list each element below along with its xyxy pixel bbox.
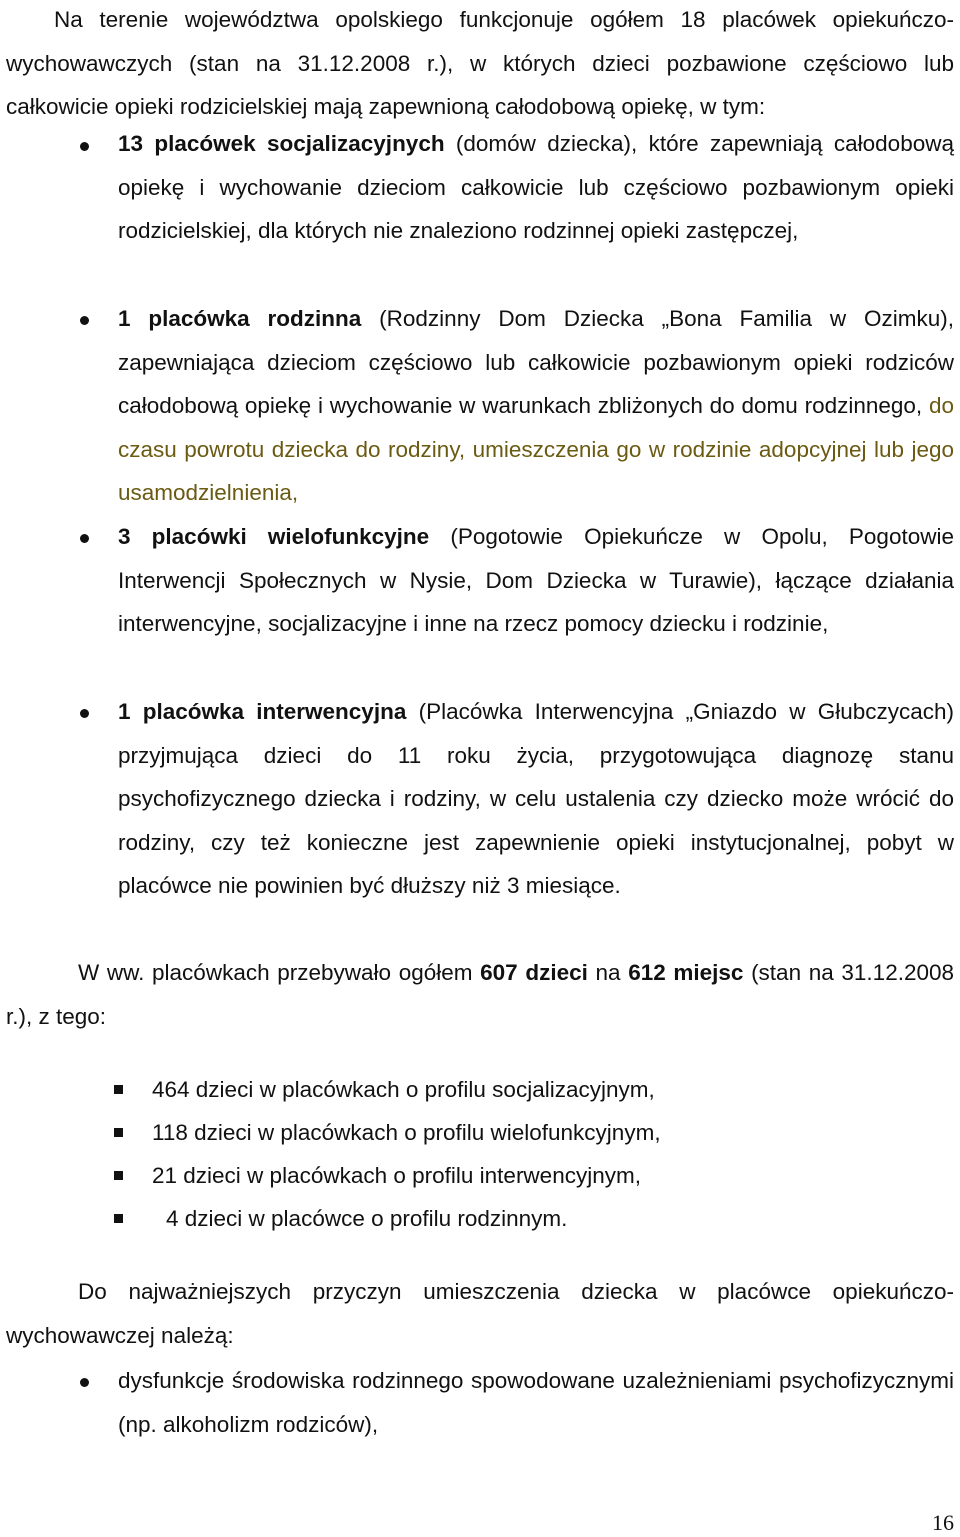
facility-description: (Placówka Interwencyjna „Gniazdo w Głubczycach) przyjmująca dzieci do 11 roku życia, przygotowująca diagnozę stanu psychofizycznego dziecka i rodziny, w celu ustalenia czy dziecko może wrócić do rodziny, czy też konieczne jest zapewnienie opieki instytucjonalnej, pobyt w placówce nie powinien być dłuższy niż 3 miesiące. (118, 699, 954, 899)
stats-text: W ww. placówkach przebywało ogółem (78, 960, 481, 985)
bullet-dot (80, 1378, 89, 1387)
facility-description: (Pogotowie Opiekuńcze w Opolu, Pogotowie Interwencji Społecznych w Nysie, Dom Dziecka w Turawie), łączące działania interwencyjne, socjalizacyjne i inne na rzecz pomocy dziecku i rodzinie, (118, 524, 954, 637)
children-count: 607 dzieci (480, 960, 588, 985)
bullet-square (114, 1085, 123, 1094)
facility-highlight: do czasu powrotu dziecka do rodziny, umieszczenia go w rodzinie adopcyjnej lub jego usamodzielnienia, (118, 393, 954, 506)
stats-text: (stan na 31.12.2008 r.), z tego: (6, 960, 955, 1029)
bullet-square (114, 1214, 123, 1223)
facility-name: 13 placówek socjalizacyjnych (118, 131, 445, 156)
breakdown-item: 118 dzieci w placówkach o profilu wielofunkcyjnym, (152, 1120, 661, 1145)
bullet-square (114, 1128, 123, 1137)
facility-item (118, 690, 954, 908)
stats-text: na (587, 960, 629, 985)
bullet-square (114, 1171, 123, 1180)
facility-name: 1 placówka rodzinna (118, 306, 362, 331)
facility-name: 3 placówki wielofunkcyjne (118, 524, 430, 549)
facility-description: (Rodzinny Dom Dziecka „Bona Familia w Ozimku), zapewniająca dzieciom częściowo lub całkowicie pozbawionym opieki rodziców całodobową opiekę i wychowanie w warunkach zbliżonych do domu rodzinnego, (118, 306, 954, 419)
facility-item (118, 515, 954, 646)
facility-item (118, 122, 954, 253)
bullet-dot (80, 534, 89, 543)
bullet-dot (80, 709, 89, 718)
causes-intro: Do najważniejszych przyczyn umieszczenia dziecka w placówce opiekuńczo-wychowawczej należą: (6, 1279, 954, 1348)
cause-item: dysfunkcje środowiska rodzinnego spowodowane uzależnieniami psychofizycznymi (np. alkoholizm rodziców), (118, 1368, 954, 1437)
facility-description: (domów dziecka), które zapewniają całodobową opiekę i wychowanie dzieciom całkowicie lub częściowo pozbawionym opieki rodzicielskiej, dla których nie znaleziono rodzinnej opieki zastępczej, (118, 131, 954, 244)
facility-name: 1 placówka interwencyjna (118, 699, 407, 724)
places-count: 612 miejsc (628, 960, 744, 985)
page-number: 16 (932, 1510, 954, 1535)
bullet-dot (80, 142, 89, 151)
stats-paragraph (6, 951, 954, 1038)
breakdown-item (152, 1197, 567, 1241)
bullet-dot (80, 316, 89, 325)
breakdown-item: 464 dzieci w placówkach o profilu socjalizacyjnym, (152, 1077, 655, 1102)
breakdown-item: 21 dzieci w placówkach o profilu interwencyjnym, (152, 1163, 641, 1188)
breakdown-text: 4 dzieci w placówce o profilu rodzinnym. (166, 1206, 568, 1231)
intro-paragraph: Na terenie województwa opolskiego funkcjonuje ogółem 18 placówek opiekuńczo-wychowawczych (stan na 31.12.2008 r.), w których dzieci pozbawione częściowo lub całkowicie opieki rodzicielskiej mają zapewnioną całodobową opiekę, w tym: (6, 7, 954, 120)
facility-item (118, 297, 954, 515)
